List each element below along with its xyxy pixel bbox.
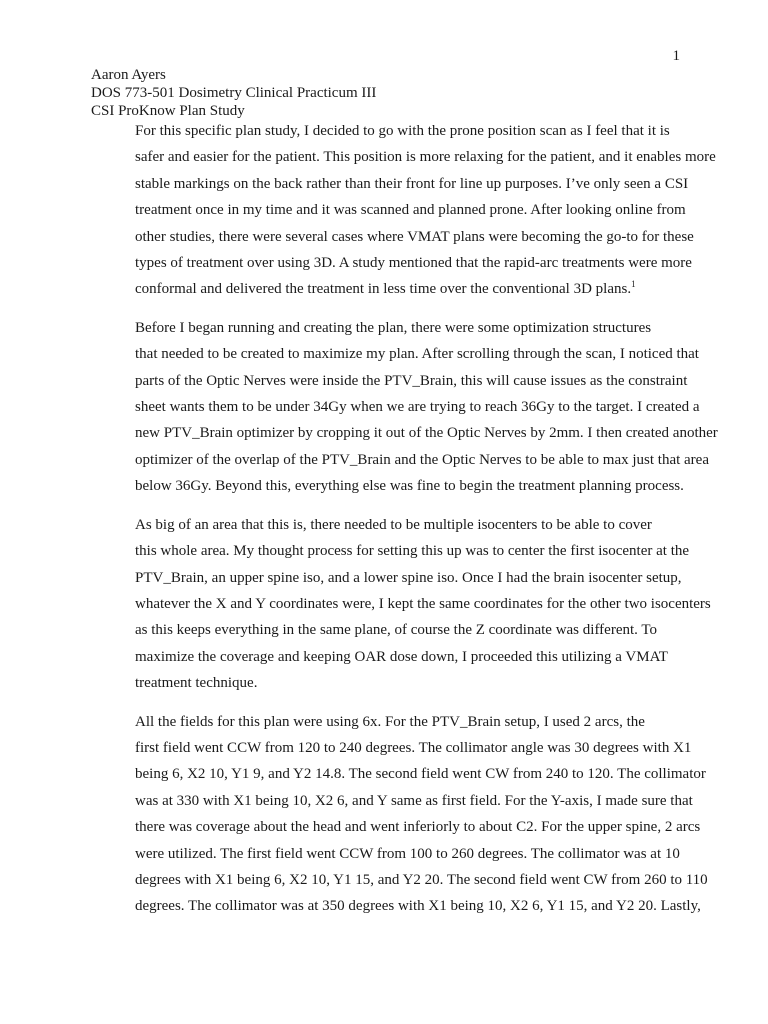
text-line: other studies, there were several cases where VMAT plans were becoming the go-to for these	[135, 228, 694, 245]
text-line: this whole area. My thought process for setting this up was to center the first isocenter at the	[135, 543, 690, 560]
paragraph	[91, 709, 708, 920]
paragraph	[91, 315, 718, 500]
text-line: being 6, X2 10, Y1 9, and Y2 14.8. The second field went CW from 240 to 120. The collimator	[135, 766, 706, 783]
text-line: treatment technique.	[135, 675, 258, 692]
footnote-reference: 1	[631, 279, 636, 290]
text-line: types of treatment over using 3D. A study mentioned that the rapid-arc treatments were more	[135, 255, 692, 272]
text-line-with-footnote	[91, 276, 677, 302]
text-line: first field went CCW from 120 to 240 degrees. The collimator angle was 30 degrees with X1	[135, 739, 692, 756]
text-line: was at 330 with X1 being 10, X2 6, and Y same as first field. For the Y-axis, I made sure that	[135, 792, 693, 809]
text-line: optimizer of the overlap of the PTV_Brain and the Optic Nerves to be able to max just that area	[135, 451, 709, 468]
paragraph	[91, 512, 711, 697]
document-title: CSI ProKnow Plan Study	[91, 103, 245, 119]
body-text	[91, 118, 718, 932]
text-line: as this keeps everything in the same plane, of course the Z coordinate was different. To	[135, 622, 657, 639]
document-header	[91, 66, 691, 120]
text-line: All the fields for this plan were using 6x. For the PTV_Brain setup, I used 2 arcs, the	[135, 713, 645, 730]
text-line: sheet wants them to be under 34Gy when we are trying to reach 36Gy to the target. I created a	[135, 399, 700, 416]
text-line: stable markings on the back rather than their front for line up purposes. I’ve only seen a CSI	[135, 175, 689, 192]
text-line: there was coverage about the head and went inferiorly to about C2. For the upper spine, 2 arcs	[135, 819, 701, 836]
text-line: were utilized. The first field went CCW from 100 to 260 degrees. The collimator was at 10	[135, 845, 680, 862]
author-name: Aaron Ayers	[91, 67, 166, 83]
text-line: As big of an area that this is, there needed to be multiple isocenters to be able to cover	[135, 516, 652, 533]
paragraph	[91, 118, 716, 303]
course-name: DOS 773-501 Dosimetry Clinical Practicum III	[91, 85, 377, 101]
text-line: that needed to be created to maximize my plan. After scrolling through the scan, I noticed that	[135, 346, 699, 363]
text-line: whatever the X and Y coordinates were, I kept the same coordinates for the other two isocenters	[135, 595, 711, 612]
text-line: conformal and delivered the treatment in less time over the conventional 3D plans.	[135, 281, 632, 298]
text-line: degrees with X1 being 6, X2 10, Y1 15, and Y2 20. The second field went CW from 260 to 110	[135, 871, 708, 888]
text-line: below 36Gy. Beyond this, everything else was fine to begin the treatment planning process.	[135, 478, 684, 495]
text-line: For this specific plan study, I decided to go with the prone position scan as I feel that it is	[135, 123, 670, 139]
text-line: PTV_Brain, an upper spine iso, and a lower spine iso. Once I had the brain isocenter setup,	[135, 569, 682, 586]
page-number: 1	[672, 48, 680, 64]
text-line: degrees. The collimator was at 350 degrees with X1 being 10, X2 6, Y1 15, and Y2 20. Lastly,	[135, 898, 701, 915]
text-line: safer and easier for the patient. This position is more relaxing for the patient, and it enables more	[135, 149, 716, 166]
text-line: new PTV_Brain optimizer by cropping it out of the Optic Nerves by 2mm. I then created another	[135, 425, 718, 442]
text-line: parts of the Optic Nerves were inside the PTV_Brain, this will cause issues as the constraint	[135, 372, 688, 389]
text-line: Before I began running and creating the plan, there were some optimization structures	[135, 319, 652, 336]
text-line: maximize the coverage and keeping OAR dose down, I proceeded this utilizing a VMAT	[135, 648, 668, 665]
text-line: treatment once in my time and it was scanned and planned prone. After looking online from	[135, 202, 686, 219]
